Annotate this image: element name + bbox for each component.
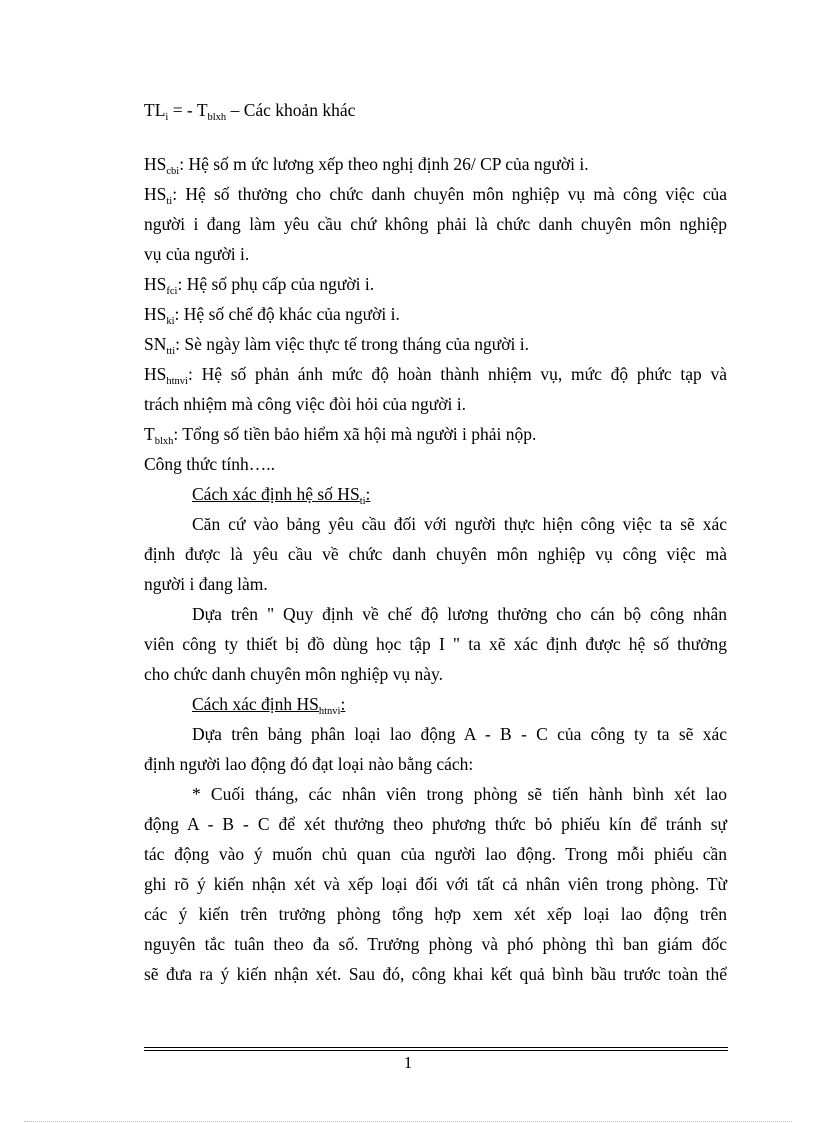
page-bottom-divider xyxy=(24,1121,792,1122)
paragraph-line: động A - B - C để xét thưởng theo phương thức bỏ phiếu kín để tránh sự xyxy=(144,814,727,834)
paragraph-line: cho chức danh chuyên môn nghiệp vụ này. xyxy=(144,664,443,684)
section-heading-hst: Cách xác định hệ số $HS_{ti}$: xyxy=(192,484,371,507)
definition-hspc: $HS_{fci}$: Hệ số phụ cấp của người i. xyxy=(144,274,375,297)
definition-tb: $T_{blxh}$: Tổng số tiền bảo hiểm xã hội mà người i phải nộp. xyxy=(144,424,537,447)
footer-rule-bottom xyxy=(144,1050,728,1051)
formula-note: Công thức tính….. xyxy=(144,454,276,474)
definition-hst-line-3: vụ của người i. xyxy=(144,244,250,264)
paragraph-line: Căn cứ vào bảng yêu cầu đối với người thực hiện công việc ta sẽ xác xyxy=(192,514,727,534)
paragraph-line: * Cuối tháng, các nhân viên trong phòng sẽ tiến hành bình xét lao xyxy=(192,784,727,804)
footer-rule-top xyxy=(144,1047,728,1048)
paragraph-line: tác động vào ý muốn chủ quan của người lao động. Trong mỗi phiếu cần xyxy=(144,844,727,864)
section-heading-hsht: Cách xác định $HS_{htnvi}$: xyxy=(192,694,346,717)
salary-formula: $TL_i$ = - $T_{blxh}$ – Các khoản khác xyxy=(144,100,356,123)
paragraph-line: nguyên tắc tuân theo đa số. Trưởng phòng và phó phòng thì ban giám đốc xyxy=(144,934,727,954)
page-number: 1 xyxy=(403,1053,413,1072)
paragraph-line: Dựa trên bảng phân loại lao động A - B - C của công ty ta sẽ xác xyxy=(192,724,727,744)
definition-hst-line-1: $HS_{ti}$: Hệ số thưởng cho chức danh chuyên môn nghiệp vụ mà công việc của xyxy=(144,184,727,207)
definition-hsk: $HS_{ki}$: Hệ số chế độ khác của người i. xyxy=(144,304,400,327)
paragraph-line: ghi rõ ý kiến nhận xét và xếp loại đối với tất cả nhân viên trong phòng. Từ xyxy=(144,874,727,894)
paragraph-line: viên công ty thiết bị đồ dùng học tập I " ta xẽ xác định được hệ số thưởng xyxy=(144,634,727,654)
paragraph-line: Dựa trên " Quy định về chế độ lương thưởng cho cán bộ công nhân xyxy=(192,604,727,624)
paragraph-line: người i đang làm. xyxy=(144,574,268,594)
paragraph-line: các ý kiến trên trưởng phòng tổng hợp xem xét xếp loại lao động trên xyxy=(144,904,727,924)
paragraph-line: sẽ đưa ra ý kiến nhận xét. Sau đó, công khai kết quả bình bầu trước toàn thể xyxy=(144,964,727,984)
definition-hscb: $HS_{cbi}$: Hệ số m ức lương xếp theo nghị định 26/ CP của người i. xyxy=(144,154,589,177)
definition-sn: $SN_{tti}$: Sè ngày làm việc thực tế trong tháng của người i. xyxy=(144,334,529,357)
paragraph-line: định được là yêu cầu về chức danh chuyên môn nghiệp vụ công việc mà xyxy=(144,544,727,564)
paragraph-line: định người lao động đó đạt loại nào bằng cách: xyxy=(144,754,474,774)
definition-hst-line-2: người i đang làm yêu cầu chứ không phải là chức danh chuyên môn nghiệp xyxy=(144,214,727,234)
definition-hsht-line-1: $HS_{htnvi}$: Hệ số phản ánh mức độ hoàn thành nhiệm vụ, mức độ phức tạp và xyxy=(144,364,727,387)
definition-hsht-line-2: trách nhiệm mà công việc đòi hỏi của người i. xyxy=(144,394,466,414)
